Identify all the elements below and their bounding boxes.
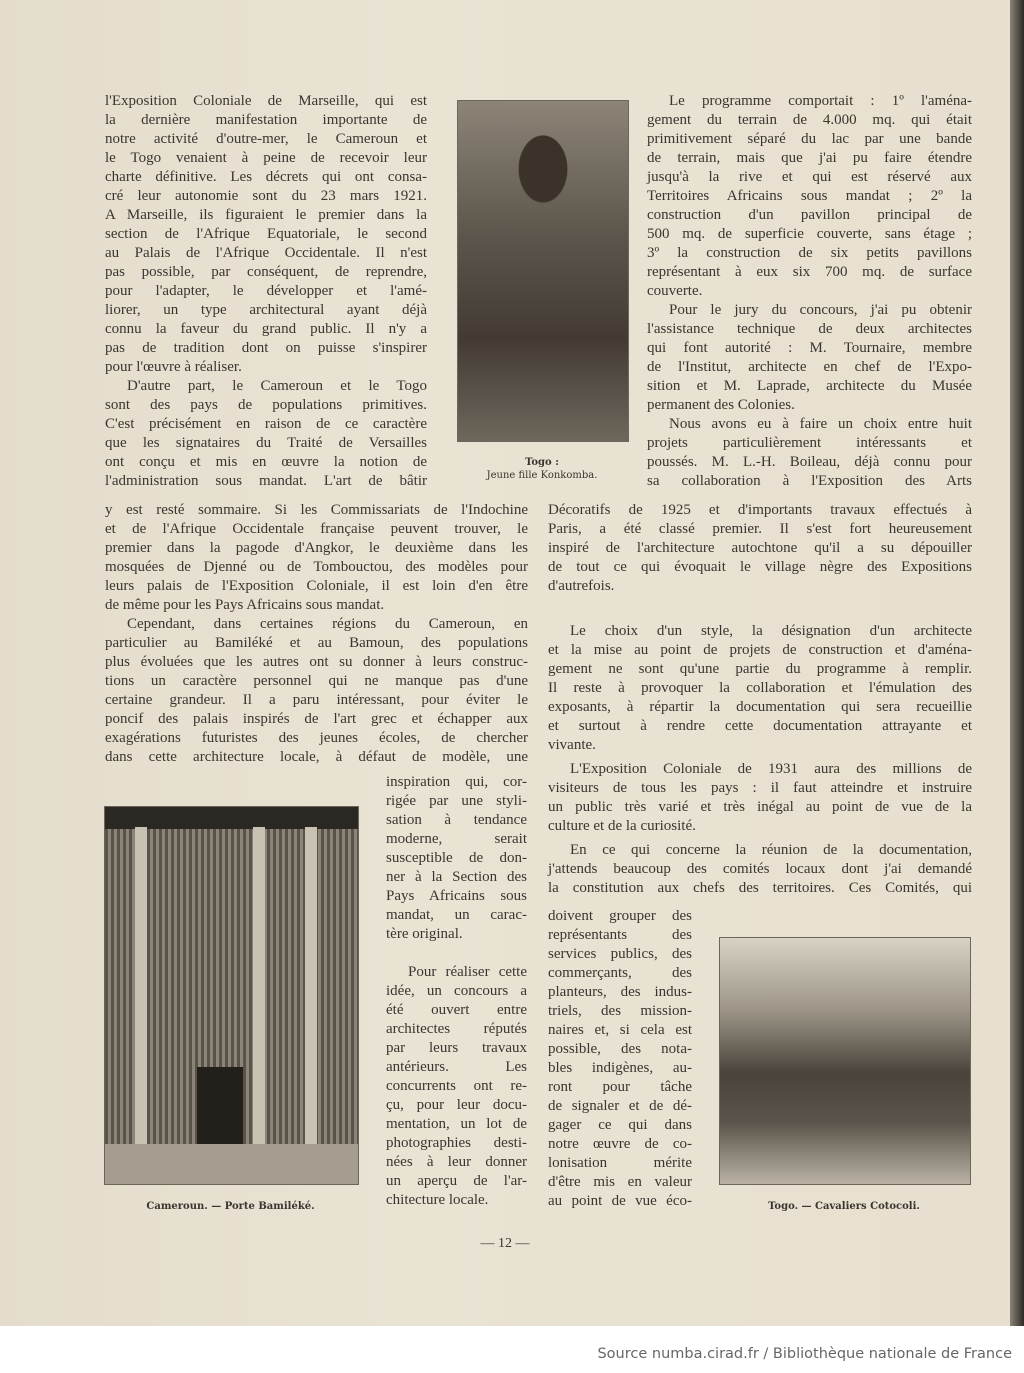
text-line: de l'Institut, architecte en chef de l'Expo- — [647, 359, 972, 375]
text-line: qui font autorité : M. Tournaire, membre — [647, 340, 972, 356]
text-line: au point de vue éco- — [548, 1193, 692, 1209]
text-line: culture et de la curiosité. — [548, 818, 696, 834]
text-line: architectes réputés — [386, 1021, 527, 1037]
text-line: photographies desti- — [386, 1135, 527, 1151]
text-line: sation à tendance — [386, 812, 527, 828]
text-line: projets particulièrement intéressants et — [647, 435, 972, 451]
caption-cavaliers-text: Togo. — Cavaliers Cotocoli. — [768, 1201, 920, 1212]
paragraph — [647, 301, 972, 415]
text-line: sa collaboration à l'Exposition des Arts — [647, 473, 972, 489]
text-line: D'autre part, le Cameroun et le Togo — [127, 378, 427, 394]
text-line: Paris, a été classé premier. Il s'est fort heureusement — [548, 521, 972, 537]
caption-cavaliers — [719, 1201, 969, 1212]
text-line: plus évoluées que les autres ont su donner à leurs construc- — [105, 654, 528, 670]
paragraph — [647, 415, 972, 491]
text-line: dans cette architecture locale, à défaut de modèle, une — [105, 749, 528, 765]
source-attribution: Source numba.cirad.fr / Bibliothèque nationale de France — [597, 1346, 1012, 1362]
text-line: idée, un concours a — [386, 983, 527, 999]
text-line: 3º la construction de six petits pavillons — [647, 245, 972, 261]
text-line: l'Exposition Coloniale de Marseille, qui est — [105, 93, 427, 109]
text-line: cré leur autonomie sont du 23 mars 1921. — [105, 188, 427, 204]
text-line: permanent des Colonies. — [647, 397, 795, 413]
caption-togo-title: Togo : — [525, 457, 559, 468]
text-line: triels, des mission- — [548, 1003, 692, 1019]
text-column-right-middle — [548, 501, 972, 596]
text-line: naires et, si cela est — [548, 1022, 692, 1038]
text-line: et la mise au point de projets de construction et d'aména- — [548, 642, 972, 658]
text-line: possible, des nota- — [548, 1041, 692, 1057]
text-line: mosquées de Djenné ou de Tombouctou, des modèles pour — [105, 559, 528, 575]
photo-jeune-fille-konkomba — [457, 100, 629, 442]
text-line: rigée par une styli- — [386, 793, 527, 809]
paragraph — [548, 760, 972, 836]
paragraph — [105, 615, 528, 767]
paragraph — [548, 907, 692, 1211]
text-line: l'administration sous mandat. L'art de bâtir — [105, 473, 427, 489]
text-line: Décoratifs de 1925 et d'importants travaux effectués à — [548, 502, 972, 518]
text-line: ront pour tâche — [548, 1079, 692, 1095]
text-line: section de l'Afrique Equatoriale, le second — [105, 226, 427, 242]
text-column-narrow-center-bottom — [386, 963, 527, 1210]
text-line: de même pour les Pays Africains sous mandat. — [105, 597, 385, 613]
text-line: liorer, un type architectural ayant déjà — [105, 302, 427, 318]
text-line: notre activité d'outre-mer, le Cameroun et — [105, 131, 427, 147]
text-line: chitecture locale. — [386, 1192, 489, 1208]
paragraph — [105, 377, 427, 491]
text-line: L'Exposition Coloniale de 1931 aura des millions de — [570, 761, 972, 777]
text-line: Cependant, dans certaines régions du Cameroun, en — [127, 616, 528, 632]
text-line: Nous avons eu à faire un choix entre huit — [669, 416, 972, 432]
text-line: mentation, un lot de — [386, 1116, 527, 1132]
text-line: tions un caractère personnel qui ne manque pas d'une — [105, 673, 528, 689]
text-line: Il reste à provoquer la collaboration et l'émulation des — [548, 680, 972, 696]
text-line: un public très varié et très inégal au point de vue de la — [548, 799, 972, 815]
caption-togo-subtitle: Jeune fille Konkomba. — [486, 470, 598, 481]
text-line: un aperçu de l'ar- — [386, 1173, 527, 1189]
text-line: C'est précisément en raison de ce caractère — [105, 416, 427, 432]
text-line: jusqu'à la rive et qui est réservé aux — [647, 169, 972, 185]
text-line: A Marseille, ils figuraient le premier dans la — [105, 207, 427, 223]
text-line: construction d'un pavillon principal de — [647, 207, 972, 223]
text-line: exagérations futuristes des jeunes écoles, de chercher — [105, 730, 528, 746]
text-line: de tout ce qui évoquait le village nègre des Expositions — [548, 559, 972, 575]
caption-porte-text: Cameroun. — Porte Bamiléké. — [146, 1201, 315, 1212]
text-line: particulier au Bamiléké et au Bamoun, des populations — [105, 635, 528, 651]
text-line: Le choix d'un style, la désignation d'un architecte — [570, 623, 972, 639]
text-line: visiteurs de tous les pays : il faut atteindre et instruire — [548, 780, 972, 796]
paragraph — [548, 501, 972, 596]
text-line: gager ce qui dans — [548, 1117, 692, 1133]
text-line: sition et M. Laprade, architecte du Musée — [647, 378, 972, 394]
text-line: leurs palais de l'Exposition Coloniale, il est loin d'en être — [105, 578, 528, 594]
paragraph — [105, 501, 528, 615]
text-line: vivante. — [548, 737, 596, 753]
text-line: j'attends beaucoup des comités locaux dont j'ai demandé — [548, 861, 972, 877]
text-line: charte définitive. Les décrets qui ont consa- — [105, 169, 427, 185]
text-line: bles indigènes, au- — [548, 1060, 692, 1076]
page-number: — 12 — — [480, 1236, 530, 1251]
text-line: l'assistance technique de deux architectes — [647, 321, 972, 337]
paragraph — [386, 963, 527, 1210]
caption-porte — [104, 1201, 357, 1212]
text-line: Territoires Africains sous mandat ; 2º la — [647, 188, 972, 204]
text-line: que les signataires du Traité de Versailles — [105, 435, 427, 451]
text-line: pour l'œuvre à réaliser. — [105, 359, 242, 375]
text-column-left-top — [105, 92, 427, 491]
text-line: de terrain, mais que j'ai pu faire étendre — [647, 150, 972, 166]
text-line: çu, pour leur docu- — [386, 1097, 527, 1113]
text-line: pour l'adapter, le développer et l'amé- — [105, 283, 427, 299]
text-line: couverte. — [647, 283, 703, 299]
text-column-narrow-center-top — [386, 773, 527, 944]
text-line: le Togo venaient à peine de recevoir leur — [105, 150, 427, 166]
text-line: la constitution aux chefs des territoires. Ces Comités, qui — [548, 880, 972, 896]
book-binding-edge — [1010, 0, 1024, 1326]
text-line: lonisation mérite — [548, 1155, 692, 1171]
text-line: notre œuvre de co- — [548, 1136, 692, 1152]
text-line: Pays Africains sous — [386, 888, 527, 904]
text-line: ner à la Section des — [386, 869, 527, 885]
text-line: de signaler et de dé- — [548, 1098, 692, 1114]
text-column-narrow-right — [548, 907, 692, 1211]
text-line: mandat, un carac- — [386, 907, 527, 923]
text-line: au Palais de l'Afrique Occidentale. Il n'est — [105, 245, 427, 261]
paragraph — [548, 622, 972, 755]
text-column-right-lower — [548, 622, 972, 898]
text-line: inspiration qui, cor- — [386, 774, 527, 790]
text-line: par leurs travaux — [386, 1040, 527, 1056]
text-line: exposants, à répartir la documentation qui sera recueillie — [548, 699, 972, 715]
text-line: poussés. M. L.-H. Boileau, déjà connu pour — [647, 454, 972, 470]
paragraph — [647, 92, 972, 301]
text-line: moderne, serait — [386, 831, 527, 847]
text-line: et surtout à rendre cette documentation attrayante et — [548, 718, 972, 734]
text-line: d'autrefois. — [548, 578, 615, 594]
text-column-right-top — [647, 92, 972, 491]
text-line: représentants des — [548, 927, 692, 943]
text-line: Pour réaliser cette — [408, 964, 527, 980]
text-line: et de l'Afrique Occidentale française peuvent trouver, le — [105, 521, 528, 537]
text-line: pas possible, par conséquent, de reprendre, — [105, 264, 427, 280]
text-line: tère original. — [386, 926, 463, 942]
text-line: Le programme comportait : 1º l'aména- — [669, 93, 972, 109]
text-line: nées à leur donner — [386, 1154, 527, 1170]
photo-porte-bamileke — [104, 806, 359, 1185]
paragraph — [386, 773, 527, 944]
text-line: planteurs, des indus- — [548, 984, 692, 1000]
text-line: été ouvert entre — [386, 1002, 527, 1018]
text-line: y est resté sommaire. Si les Commissariats de l'Indochine — [105, 502, 528, 518]
caption-togo — [457, 456, 627, 482]
text-line: gement du terrain de 4.000 mq. qui était — [647, 112, 972, 128]
text-line: Pour le jury du concours, j'ai pu obtenir — [669, 302, 972, 318]
text-line: d'être mis en valeur — [548, 1174, 692, 1190]
text-line: services publics, des — [548, 946, 692, 962]
text-line: la dernière manifestation importante de — [105, 112, 427, 128]
text-line: concurrents ont re- — [386, 1078, 527, 1094]
text-column-left-middle — [105, 501, 528, 767]
text-line: doivent grouper des — [548, 908, 692, 924]
text-line: inspiré de l'architecture autochtone qu'il a su dépouiller — [548, 540, 972, 556]
text-line: poncif des palais inspirés de l'art grec et échapper aux — [105, 711, 528, 727]
text-line: En ce qui concerne la réunion de la documentation, — [570, 842, 972, 858]
text-line: gement ne sont qu'une partie du programme à remplir. — [548, 661, 972, 677]
paragraph — [548, 841, 972, 898]
text-line: sont des pays de populations primitives. — [105, 397, 427, 413]
text-line: 500 mq. de superficie couverte, sans étage ; — [647, 226, 972, 242]
text-line: commerçants, des — [548, 965, 692, 981]
text-line: primitivement séparé du lac par une bande — [647, 131, 972, 147]
photo-cavaliers-cotocoli — [719, 937, 971, 1185]
text-line: premier dans la pagode d'Angkor, le deuxième dans les — [105, 540, 528, 556]
text-line: antérieurs. Les — [386, 1059, 527, 1075]
text-line: certaine grandeur. Il a paru intéressant, pour éviter le — [105, 692, 528, 708]
text-line: susceptible de don- — [386, 850, 527, 866]
text-line: connu la faveur du grand public. Il n'y a — [105, 321, 427, 337]
text-line: ont conçu et mis en œuvre la notion de — [105, 454, 427, 470]
paragraph — [105, 92, 427, 377]
text-line: représentant à eux six 700 mq. de surface — [647, 264, 972, 280]
text-line: pas de tradition dont on puisse s'inspirer — [105, 340, 427, 356]
